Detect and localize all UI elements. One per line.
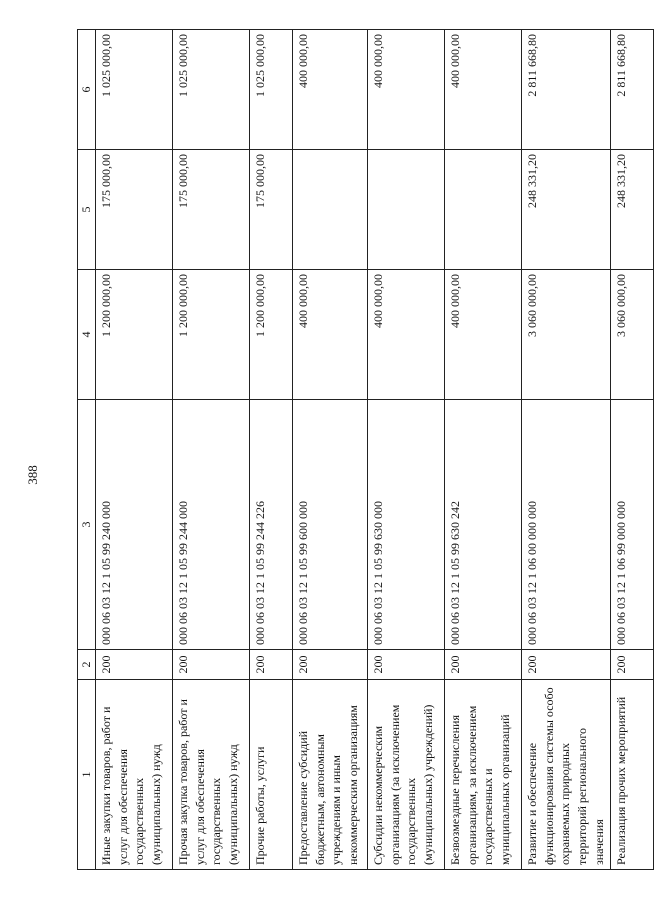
row-classification-code: 000 06 03 12 1 05 99 244 226 <box>249 400 292 650</box>
row-admin-code: 200 <box>172 650 249 680</box>
table-row <box>95 30 172 870</box>
row-amount-remaining: 2 811 668,80 <box>521 30 610 150</box>
row-amount-remaining: 1 025 000,00 <box>249 30 292 150</box>
row-amount-remaining: 400 000,00 <box>444 30 521 150</box>
row-admin-code: 200 <box>95 650 172 680</box>
table-row <box>172 30 249 870</box>
header-cell: 1 <box>78 680 96 870</box>
row-classification-code: 000 06 03 12 1 05 99 630 242 <box>444 400 521 650</box>
table-row <box>610 30 653 870</box>
row-amount-remaining: 400 000,00 <box>367 30 444 150</box>
row-classification-code: 000 06 03 12 1 06 99 000 000 <box>610 400 653 650</box>
table-row <box>292 30 367 870</box>
row-classification-code: 000 06 03 12 1 05 99 240 000 <box>95 400 172 650</box>
table-row <box>249 30 292 870</box>
row-admin-code: 200 <box>521 650 610 680</box>
table-row <box>521 30 610 870</box>
row-admin-code: 200 <box>292 650 367 680</box>
header-cell: 5 <box>78 150 96 270</box>
table-row <box>367 30 444 870</box>
row-amount-executed: 175 000,00 <box>95 150 172 270</box>
row-admin-code: 200 <box>444 650 521 680</box>
row-classification-code: 000 06 03 12 1 05 99 630 000 <box>367 400 444 650</box>
row-amount-executed <box>444 150 521 270</box>
row-name: Прочая закупка товаров, работ и услуг для обеспечения государственных (муниципальных) нужд <box>172 680 249 870</box>
budget-table <box>77 29 654 870</box>
row-amount-executed: 248 331,20 <box>521 150 610 270</box>
table-row <box>444 30 521 870</box>
row-amount-plan: 400 000,00 <box>444 270 521 400</box>
row-admin-code: 200 <box>610 650 653 680</box>
row-amount-plan: 1 200 000,00 <box>172 270 249 400</box>
row-amount-remaining: 1 025 000,00 <box>172 30 249 150</box>
row-amount-plan: 1 200 000,00 <box>95 270 172 400</box>
header-row <box>78 30 96 870</box>
row-amount-executed <box>367 150 444 270</box>
row-name: Прочие работы, услуги <box>249 680 292 870</box>
row-name: Реализация прочих мероприятий <box>610 680 653 870</box>
row-amount-remaining: 400 000,00 <box>292 30 367 150</box>
rotated-content <box>77 30 628 870</box>
row-amount-plan: 3 060 000,00 <box>610 270 653 400</box>
row-amount-executed: 248 331,20 <box>610 150 653 270</box>
row-amount-plan: 3 060 000,00 <box>521 270 610 400</box>
row-classification-code: 000 06 03 12 1 05 99 244 000 <box>172 400 249 650</box>
row-amount-remaining: 1 025 000,00 <box>95 30 172 150</box>
row-admin-code: 200 <box>367 650 444 680</box>
row-admin-code: 200 <box>249 650 292 680</box>
row-name: Развитие и обеспечение функционирования системы особо охраняемых природных территорий регионального значения <box>521 680 610 870</box>
page-number: 388 <box>25 465 40 485</box>
header-cell: 4 <box>78 270 96 400</box>
row-classification-code: 000 06 03 12 1 05 99 600 000 <box>292 400 367 650</box>
row-amount-plan: 1 200 000,00 <box>249 270 292 400</box>
row-name: Субсидии некоммерческим организациям (за исключением государственных (муниципальных) учреждений) <box>367 680 444 870</box>
row-amount-executed <box>292 150 367 270</box>
row-classification-code: 000 06 03 12 1 06 00 000 000 <box>521 400 610 650</box>
row-amount-plan: 400 000,00 <box>367 270 444 400</box>
row-amount-remaining: 2 811 668,80 <box>610 30 653 150</box>
row-amount-plan: 400 000,00 <box>292 270 367 400</box>
header-cell: 2 <box>78 650 96 680</box>
budget-table-frame <box>77 30 628 870</box>
row-name: Предоставление субсидий бюджетным, автономным учреждениям и иным некоммерческим организациям <box>292 680 367 870</box>
header-cell: 6 <box>78 30 96 150</box>
row-amount-executed: 175 000,00 <box>172 150 249 270</box>
row-name: Безвозмездные перечисления организациям, за исключением государственных и муниципальных организаций <box>444 680 521 870</box>
row-name: Иные закупки товаров, работ и услуг для обеспечения государственных (муниципальных) нужд <box>95 680 172 870</box>
header-cell: 3 <box>78 400 96 650</box>
row-amount-executed: 175 000,00 <box>249 150 292 270</box>
